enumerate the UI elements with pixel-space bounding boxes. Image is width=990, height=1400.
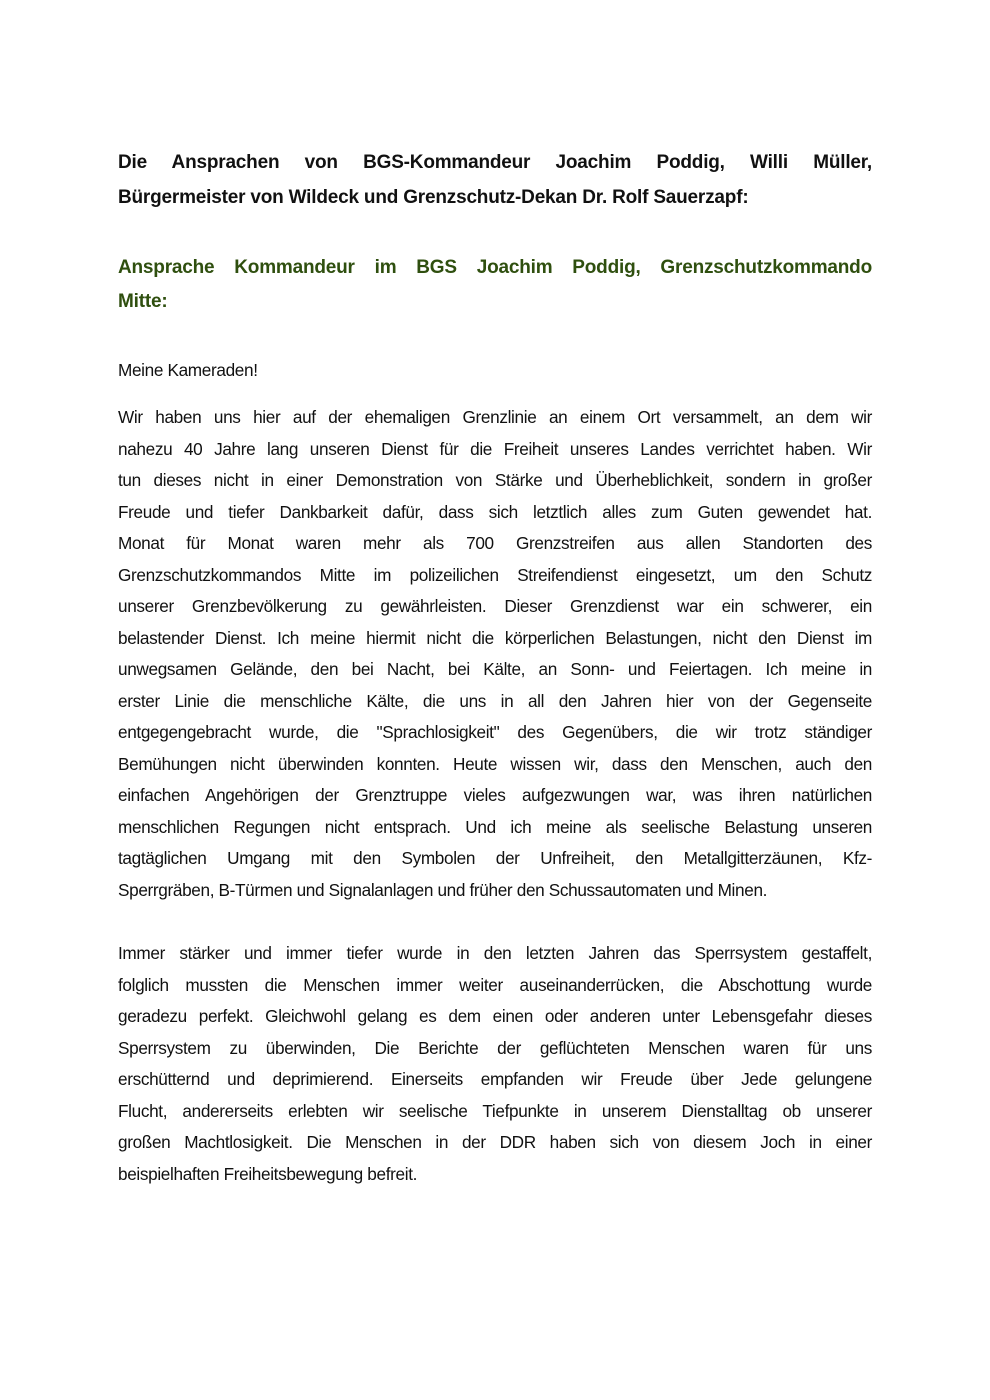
- paragraph-line: geradezu perfekt. Gleichwohl gelang es dem einen oder anderen unter Lebensgefahr dieses: [118, 1006, 872, 1026]
- title-line: Bürgermeister von Wildeck und Grenzschutz-Dekan Dr. Rolf Sauerzapf:: [118, 187, 749, 208]
- paragraph-line: unserer Grenzbevölkerung zu gewährleisten. Dieser Grenzdienst war ein schwerer, ein: [118, 596, 872, 616]
- paragraph-line: Sperrgräben, B-Türmen und Signalanlagen und früher den Schussautomaten und Minen.: [118, 880, 768, 900]
- paragraph-line: Wir haben uns hier auf der ehemaligen Grenzlinie an einem Ort versammelt, an dem wir: [118, 407, 872, 427]
- salutation: Meine Kameraden!: [118, 360, 258, 380]
- paragraph-line: erster Linie die menschliche Kälte, die uns in all den Jahren hier von der Gegenseite: [118, 691, 872, 711]
- section-heading-line: Mitte:: [118, 291, 168, 312]
- paragraph-line: tun dieses nicht in einer Demonstration von Stärke und Überheblichkeit, sondern in großer: [118, 470, 872, 490]
- paragraph-line: belastender Dienst. Ich meine hiermit nicht die körperlichen Belastungen, nicht den Dienst im: [118, 628, 872, 648]
- paragraph-line: entgegengebracht wurde, die "Sprachlosigkeit" des Gegenübers, die wir trotz ständiger: [118, 722, 872, 742]
- paragraph-line: tagtäglichen Umgang mit den Symbolen der Unfreiheit, den Metallgitterzäunen, Kfz-: [118, 848, 872, 868]
- paragraph-line: menschlichen Regungen nicht entsprach. Und ich meine als seelische Belastung unseren: [118, 817, 872, 837]
- paragraph-line: beispielhaften Freiheitsbewegung befreit.: [118, 1164, 418, 1184]
- title-line: Die Ansprachen von BGS-Kommandeur Joachim Poddig, Willi Müller,: [118, 152, 872, 173]
- paragraph-line: folglich mussten die Menschen immer weiter auseinanderrücken, die Abschottung wurde: [118, 975, 872, 995]
- paragraph-line: einfachen Angehörigen der Grenztruppe vieles aufgezwungen war, was ihren natürlichen: [118, 785, 872, 805]
- paragraph-line: nahezu 40 Jahre lang unseren Dienst für die Freiheit unseres Landes verrichtet haben. Wir: [118, 439, 872, 459]
- paragraph-line: Monat für Monat waren mehr als 700 Grenzstreifen aus allen Standorten des: [118, 533, 872, 553]
- paragraph-line: unwegsamen Gelände, den bei Nacht, bei Kälte, an Sonn- und Feiertagen. Ich meine in: [118, 659, 872, 679]
- paragraph-line: großen Machtlosigkeit. Die Menschen in der DDR haben sich von diesem Joch in einer: [118, 1132, 872, 1152]
- paragraph-line: Freude und tiefer Dankbarkeit dafür, dass sich letztlich alles zum Guten gewendet hat.: [118, 502, 872, 522]
- section-heading-line: Ansprache Kommandeur im BGS Joachim Poddig, Grenzschutzkommando: [118, 257, 872, 278]
- paragraph-line: Flucht, andererseits erlebten wir seelische Tiefpunkte in unserem Dienstalltag ob unserer: [118, 1101, 872, 1121]
- paragraph-line: Immer stärker und immer tiefer wurde in den letzten Jahren das Sperrsystem gestaffelt,: [118, 943, 872, 963]
- paragraph-line: erschütternd und deprimierend. Einerseits empfanden wir Freude über Jede gelungene: [118, 1069, 872, 1089]
- paragraph-line: Bemühungen nicht überwinden konnten. Heute wissen wir, dass den Menschen, auch den: [118, 754, 872, 774]
- paragraph-line: Sperrsystem zu überwinden, Die Berichte der geflüchteten Menschen waren für uns: [118, 1038, 872, 1058]
- paragraph-line: Grenzschutzkommandos Mitte im polizeilichen Streifendienst eingesetzt, um den Schutz: [118, 565, 872, 585]
